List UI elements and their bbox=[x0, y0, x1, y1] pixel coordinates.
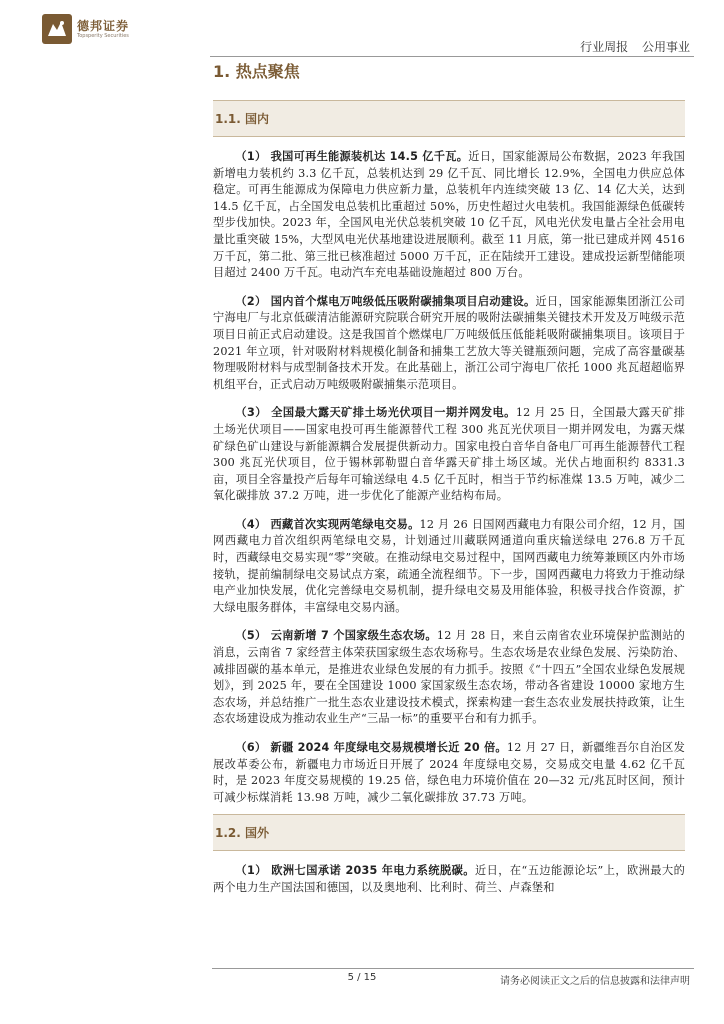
subsection-foreign bbox=[213, 814, 685, 851]
company-name-en: Topsperity Securities bbox=[77, 32, 129, 39]
news-paragraph bbox=[213, 149, 685, 282]
news-headline: （5） 云南新增 7 个国家级生态农场。 bbox=[235, 629, 437, 643]
page-header bbox=[0, 0, 724, 62]
news-headline: （2） 国内首个煤电万吨级低压吸附碳捕集项目启动建设。 bbox=[235, 294, 536, 308]
news-body: 12 月 28 日，来自云南省农业环境保护监测站的消息，云南省 7 家经营主体荣获国家级生态农场称号。生态农场是农业绿色发展、污染防治、减排固碳的基本单元，是推进农业绿色发展的有力抓手。按照《“十四五”全国农业绿色发展规划》，到 2025 年，要在全国建设 1000 家国家级生态农场，带动各省建设 10000 家地方生态农场，并总结推广一批生态农业建设技术模式，探索构建一套生态农业发展扶持政策，让生态农场建设成为推动农业生产“三品一标”的重要平台和有力抓手。 bbox=[213, 629, 685, 726]
news-paragraph bbox=[213, 294, 685, 394]
news-headline: （4） 西藏首次实现两笔绿电交易。 bbox=[235, 517, 420, 531]
section-title: 1. 热点聚焦 bbox=[213, 62, 300, 81]
news-paragraph bbox=[213, 863, 685, 896]
foreign-news-list bbox=[213, 863, 685, 896]
news-body: 12 月 26 日国网西藏电力有限公司介绍，12 月，国网西藏电力首次组织两笔绿电交易，计划通过川藏联网通道向重庆输送绿电 276.8 万千瓦时，西藏绿电交易实现“零”突破。在推动绿电交易过程中，国网西藏电力统筹兼顾区内外市场接轨，提前编制绿电交易试点方案，疏通全流程细节。下一步，国网西藏电力将致力于推动绿电产业加快发展，优化完善绿电交易机制，提升绿电交易及用能体验，积极寻找合作资源，扩大绿电服务群体，丰富绿电交易内涵。 bbox=[213, 517, 685, 614]
logo-icon bbox=[42, 14, 72, 44]
company-name-cn: 德邦证券 bbox=[77, 18, 130, 33]
report-type: 行业周报 bbox=[580, 40, 629, 54]
news-body: 12 月 27 日，新疆维吾尔自治区发展改革委公布，新疆电力市场近日开展了 2024 年度绿电交易，交易成交电量 4.62 亿千瓦时，是 2023 年度交易规模的 19.25 倍，绿色电力环境价值在 20—32 元/兆瓦时区间，预计可减少标煤消耗 13.98 万吨，减少二氧化碳排放 37.73 万吨。 bbox=[213, 741, 685, 804]
header-divider bbox=[210, 56, 694, 57]
domestic-news-list bbox=[213, 149, 685, 806]
news-headline: （6） 新疆 2024 年度绿电交易规模增长近 20 倍。 bbox=[235, 741, 507, 754]
page-number: 5 / 15 bbox=[347, 972, 377, 983]
footer-disclaimer: 请务必阅读正文之后的信息披露和法律声明 bbox=[500, 976, 690, 987]
subsection-title-foreign: 1.2. 国外 bbox=[215, 826, 269, 841]
news-body: 近日，在“五边能源论坛”上，欧洲最大的两个电力生产国法国和德国，以及奥地利、比利时、荷兰、卢森堡和 bbox=[213, 864, 685, 894]
news-body: 12 月 25 日，全国最大露天矿排土场光伏项目——国家电投可再生能源替代工程 300 兆瓦光伏项目一期并网发电，为露天煤矿绿色矿山建设与新能源耦合发展提供新动力。国家电投白音华自备电厂可再生能源替代工程 300 兆瓦光伏项目，位于锡林郭勒盟白音华露天矿排土场区域。光伏占地面积约 8331.3 亩，项目全容量投产后每年可输送绿电 4.5 亿千瓦时，相当于节约标准煤 13.5 万吨，减少二氧化碳排放 37.2 万吨，进一步优化了能源产业结构布局。 bbox=[213, 406, 685, 503]
document-body bbox=[213, 60, 685, 897]
news-paragraph bbox=[213, 517, 685, 617]
subsection-domestic bbox=[213, 100, 685, 137]
footer-divider bbox=[212, 968, 694, 969]
news-paragraph bbox=[213, 628, 685, 728]
news-paragraph bbox=[213, 740, 685, 806]
news-paragraph bbox=[213, 405, 685, 505]
industry-label: 公用事业 bbox=[641, 40, 690, 54]
news-headline: （1） 我国可再生能源装机达 14.5 亿千瓦。 bbox=[235, 150, 469, 163]
news-headline: （3） 全国最大露天矿排土场光伏项目一期并网发电。 bbox=[235, 406, 516, 420]
news-headline: （1） 欧洲七国承诺 2035 年电力系统脱碳。 bbox=[235, 864, 475, 878]
news-body: 近日，国家能源集团浙江公司宁海电厂与北京低碳清洁能源研究院联合研究开展的吸附法碳捕集关键技术开发及万吨级示范项目日前正式启动建设。这是我国首个燃煤电厂万吨级低压低能耗吸附碳捕集项目。该项目于 2021 年立项，针对吸附材料规模化制备和捕集工艺放大等关键瓶颈问题，完成了高容量碳基物理吸附材料与成型制备技术开发。在此基础上，浙江公司宁海电厂依托 1000 兆瓦超超临界机组平台，正式启动万吨级吸附碳捕集示范项目。 bbox=[213, 294, 685, 391]
company-logo bbox=[42, 14, 129, 44]
subsection-title-domestic: 1.1. 国内 bbox=[215, 112, 269, 126]
news-body: 近日，国家能源局公布数据，2023 年我国新增电力装机约 3.3 亿千瓦，总装机达到 29 亿千瓦、同比增长 12.9%，全国电力供应总体稳定。可再生能源成为保障电力供应新力量，总装机年内连续突破 13 亿、14 亿大关，达到 14.5 亿千瓦，占全国发电总装机比重超过 50%，历史性超过火电装机。我国能源绿色低碳转型步伐加快。2023 年，全国风电光伏总装机突破 10 亿千瓦，风电光伏发电量占全社会用电量比重突破 15%，大型风电光伏基地建设进展顺利。截至 11 月底，第一批已建成并网 4516 万千瓦，第二批、第三批已核准超过 5000 万千瓦，正在陆续开工建设。建成投运新型储能项目超过 2400 万千瓦。电动汽车充电基础设施超过 800 万台。 bbox=[213, 150, 686, 280]
